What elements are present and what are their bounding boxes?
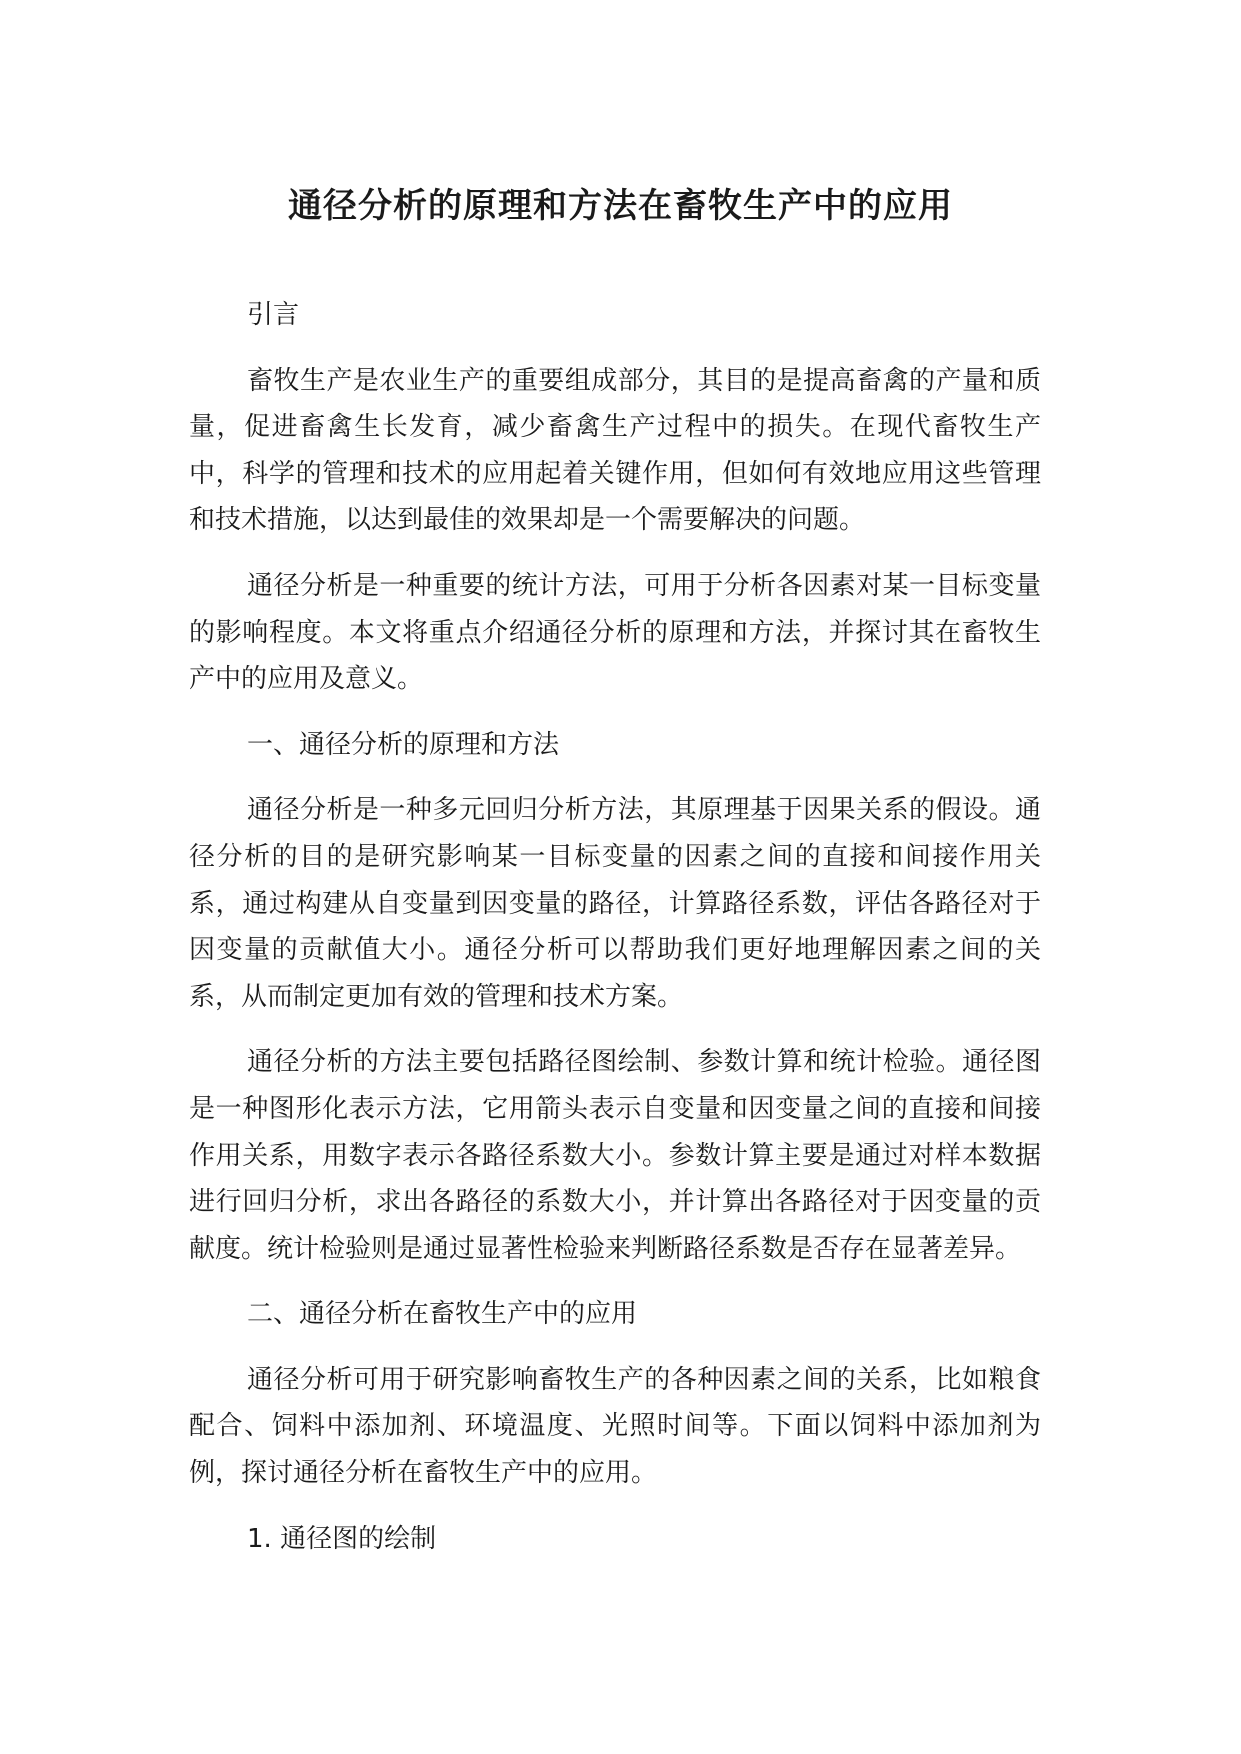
subsection-heading-path-diagram: 1. 通径图的绘制 — [247, 1523, 437, 1554]
section-heading-application: 二、通径分析在畜牧生产中的应用 — [247, 1299, 638, 1330]
paragraph: 通径分析可用于研究影响畜牧生产的各种因素之间的关系，比如粮食配合、饲料中添加剂、环境温度、光照时间等。下面以饲料中添加剂为例，探讨通径分析在畜牧生产中的应用。 — [189, 1364, 1041, 1489]
document-body — [189, 292, 1041, 1562]
section-heading-principle: 一、通径分析的原理和方法 — [247, 729, 560, 760]
paragraph: 通径分析是一种多元回归分析方法，其原理基于因果关系的假设。通径分析的目的是研究影响某一目标变量的因素之间的直接和间接作用关系，通过构建从自变量到因变量的路径，计算路径系数，评估各路径对于因变量的贡献值大小。通径分析可以帮助我们更好地理解因素之间的关系，从而制定更加有效的管理和技术方案。 — [189, 795, 1041, 1012]
section-heading-intro: 引言 — [247, 300, 300, 330]
paragraph: 通径分析的方法主要包括路径图绘制、参数计算和统计检验。通径图是一种图形化表示方法，它用箭头表示自变量和因变量之间的直接和间接作用关系，用数字表示各路径系数大小。参数计算主要是通过对样本数据进行回归分析，求出各路径的系数大小，并计算出各路径对于因变量的贡献度。统计检验则是通过显著性检验来判断路径系数是否存在显著差异。 — [189, 1047, 1041, 1264]
document-title: 通径分析的原理和方法在畜牧生产中的应用 — [288, 186, 953, 226]
paragraph: 畜牧生产是农业生产的重要组成部分，其目的是提高畜禽的产量和质量，促进畜禽生长发育，减少畜禽生产过程中的损失。在现代畜牧生产中，科学的管理和技术的应用起着关键作用，但如何有效地应用这些管理和技术措施，以达到最佳的效果却是一个需要解决的问题。 — [189, 365, 1041, 536]
paragraph: 通径分析是一种重要的统计方法，可用于分析各因素对某一目标变量的影响程度。本文将重点介绍通径分析的原理和方法，并探讨其在畜牧生产中的应用及意义。 — [189, 570, 1041, 695]
